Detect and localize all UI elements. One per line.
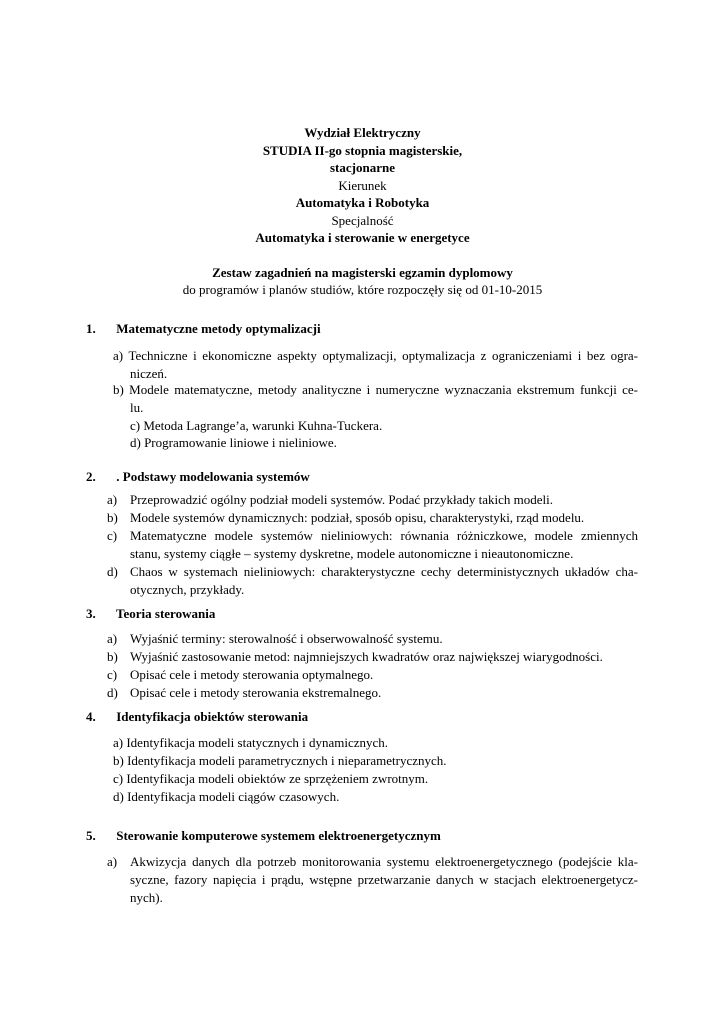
- section-1-item-d: d) Programowanie liniowe i nieliniowe.: [130, 435, 337, 450]
- section-1-item-b: b) Modele matematyczne, metody analityczne i numeryczne wyznaczania ekstremum funkcji ce-: [113, 382, 638, 397]
- section-3-item-c: Opisać cele i metody sterowania optymalnego.: [130, 667, 374, 682]
- section-4-item-b: b) Identyfikacja modeli parametrycznych i nieparametrycznych.: [113, 753, 447, 768]
- specialty-label: Specjalność: [331, 212, 394, 228]
- section-title: Sterowanie komputerowe systemem elektroenergetycznym: [116, 828, 441, 843]
- section-3-item-b: Wyjaśnić zastosowanie metod: najmniejszych kwadratów oraz największej wiarygodności.: [130, 649, 603, 664]
- section-1-item-b-cont: lu.: [130, 400, 144, 415]
- section-number: 4.: [86, 709, 96, 724]
- direction-name: Automatyka i Robotyka: [295, 195, 430, 210]
- section-4-heading: [86, 709, 308, 725]
- section-title: Identyfikacja obiektów sterowania: [116, 709, 309, 724]
- list-label: b): [107, 510, 118, 525]
- section-3-item-a: Wyjaśnić terminy: sterowalność i obserwowalność systemu.: [130, 631, 443, 646]
- section-2-item-d: Chaos w systemach nieliniowych: charakterystyczne cechy deterministycznych układów cha-: [130, 564, 638, 579]
- section-5-item-a: Akwizycja danych dla potrzeb monitorowania systemu elektroenergetycznego (podejście kla-: [130, 854, 638, 869]
- section-2-item-b: Modele systemów dynamicznych: podział, sposób opisu, charakterystyki, rząd modelu.: [130, 510, 585, 525]
- section-2-item-c-cont: stanu, systemy ciągłe – systemy dyskretne, modele autonomiczne i nieautonomiczne.: [130, 546, 574, 561]
- list-label: c): [107, 528, 118, 543]
- study-type: STUDIA II-go stopnia magisterskie,: [262, 142, 463, 158]
- section-number: 1.: [86, 321, 96, 336]
- list-label: d): [107, 685, 118, 700]
- section-2-heading: [86, 469, 310, 485]
- section-4-item-a: a) Identyfikacja modeli statycznych i dynamicznych.: [113, 735, 389, 750]
- list-label: b): [107, 649, 118, 664]
- section-1-item-c: c) Metoda Lagrange’a, warunki Kuhna-Tuckera.: [130, 418, 383, 433]
- set-title: Zestaw zagadnień na magisterski egzamin dyplomowy: [212, 264, 513, 280]
- section-3-item-d: Opisać cele i metody sterowania ekstremalnego.: [130, 685, 382, 700]
- section-title: Teoria sterowania: [116, 606, 216, 621]
- section-4-item-d: d) Identyfikacja modeli ciągów czasowych.: [113, 789, 340, 804]
- section-1-item-a: a) Techniczne i ekonomiczne aspekty optymalizacji, optymalizacja z ograniczeniami i bez ogra-: [113, 348, 638, 363]
- section-5-item-a-cont2: nych).: [130, 890, 163, 905]
- section-2-item-c: Matematyczne modele systemów nieliniowych: równania różniczkowe, modele zmiennych: [130, 528, 638, 543]
- study-mode: stacjonarne: [330, 160, 395, 175]
- direction-label: Kierunek: [338, 177, 387, 193]
- section-5-item-a-cont: syczne, fazory napięcia i prądu, wstępne przetwarzanie danych w stacjach elektroenergetycz-: [130, 872, 638, 887]
- specialty-name: Automatyka i sterowanie w energetyce: [255, 230, 470, 245]
- list-label: c): [107, 667, 118, 682]
- section-title: Matematyczne metody optymalizacji: [116, 321, 321, 336]
- section-2-item-a: Przeprowadzić ogólny podział modeli systemów. Podać przykłady takich modeli.: [130, 492, 553, 507]
- set-subtitle: do programów i planów studiów, które rozpoczęły się od 01-10-2015: [182, 282, 543, 297]
- section-5-heading: [86, 828, 441, 844]
- list-label: a): [107, 631, 118, 646]
- section-title: . Podstawy modelowania systemów: [116, 469, 310, 484]
- section-1-item-a-cont: niczeń.: [130, 366, 168, 381]
- section-number: 3.: [86, 606, 96, 621]
- section-3-heading: [86, 606, 215, 622]
- section-number: 2.: [86, 469, 96, 484]
- faculty-name: Wydział Elektryczny: [304, 125, 421, 140]
- section-4-item-c: c) Identyfikacja modeli obiektów ze sprzężeniem zwrotnym.: [113, 771, 429, 786]
- section-number: 5.: [86, 828, 96, 843]
- list-label: d): [107, 564, 118, 579]
- document-header: [0, 124, 725, 299]
- section-2-item-d-cont: otycznych, przykłady.: [130, 582, 245, 597]
- section-1-heading: [86, 321, 321, 337]
- list-label: a): [107, 854, 118, 869]
- list-label: a): [107, 492, 118, 507]
